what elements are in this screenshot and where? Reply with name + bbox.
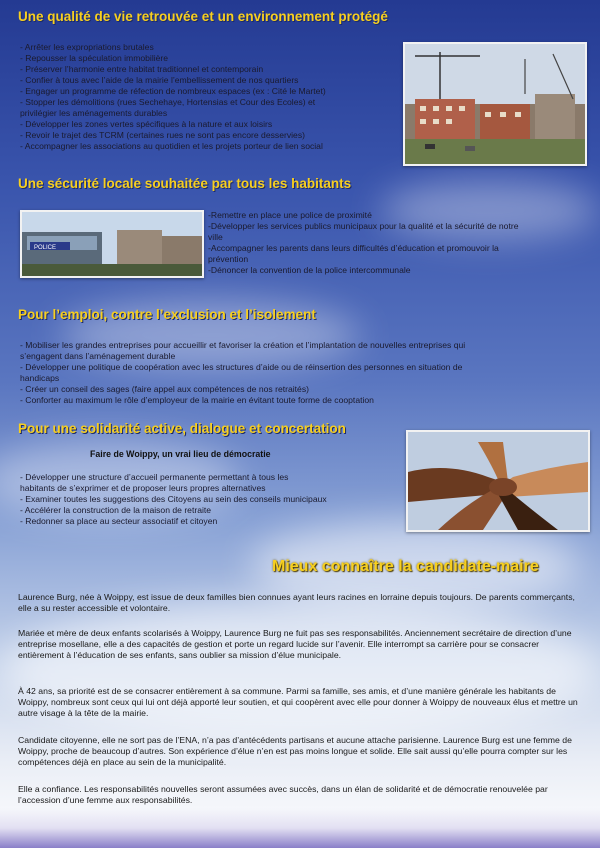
list-item: - Développer une politique de coopération avec les structures d’aide ou de réinsertion des personnes en situation de (20, 362, 463, 372)
police-image (22, 212, 202, 276)
section-title-security: Une sécurité locale souhaitée par tous les habitants (18, 176, 352, 191)
list-item: - Arrêter les expropriations brutales (20, 42, 154, 52)
list-item: -Remettre en place une police de proximité (208, 210, 372, 220)
list-item: - Conforter au maximum le rôle d’employeur de la mairie en évitant toute forme de cooptation (20, 395, 374, 405)
joined-hands-photo (406, 430, 590, 532)
construction-image (405, 44, 585, 164)
list-item: - Accélérer la construction de la maison de retraite (20, 505, 212, 515)
bio-paragraph: Mariée et mère de deux enfants scolarisés à Woippy, Laurence Burg ne fuit pas ses responsabilités. Anciennement secrétaire de direction d’une entreprise mosellane, elle a des capacités de gestion et porte un regard lucide sur l’avenir. Elle interrompt sa carrière pour se consacrer entièrement à l’éducation de ses enfants, sans oublier sa mission d’élue municipale. (18, 628, 572, 661)
bio-paragraph: Elle a confiance. Les responsabilités nouvelles seront assumées avec succès, dans un élan de solidarité et de démocratie renouvelée par l’accession d’une femme aux responsabilités. (18, 784, 548, 806)
list-item: - Redonner sa place au secteur associatif et citoyen (20, 516, 218, 526)
bio-paragraph: À 42 ans, sa priorité est de se consacrer entièrement à sa commune. Parmi sa famille, ses amis, et d’une manière générale les habitants de Woippy, nombreux sont ceux qui lui ont déjà apporté leur soutien, et qui coopèrent avec elle pour donner à Woippy de nouveaux élus et mettre un autre visage à la tête de la mairie. (18, 686, 578, 719)
list-item: prévention (208, 254, 249, 264)
list-item: -Développer les services publics municipaux pour la qualité et la sécurité de notre (208, 221, 519, 231)
list-item: habitants de s’exprimer et de proposer leurs propres alternatives (20, 483, 266, 493)
section-title-solidarity: Pour une solidarité active, dialogue et concertation (18, 421, 346, 436)
footer-band (0, 808, 600, 848)
list-item: ville (208, 232, 223, 242)
list-item: - Développer une structure d’accueil permanente permettant à tous les (20, 472, 289, 482)
list-item: - Repousser la spéculation immobilière (20, 53, 169, 63)
section-title-environment: Une qualité de vie retrouvée et un environnement protégé (18, 9, 388, 24)
list-item: privilégier les aménagements durables (20, 108, 168, 118)
environment-list (20, 42, 400, 152)
list-item: - Préserver l’harmonie entre habitat traditionnel et contemporain (20, 64, 264, 74)
list-item: - Stopper les démolitions (rues Sechehaye, Hortensias et Cour des Ecoles) et (20, 97, 316, 107)
police-sign: POLICE (34, 245, 57, 251)
list-item: - Créer un conseil des sages (faire appel aux compétences de nos retraités) (20, 384, 309, 394)
list-item: - Confier à tous avec l’aide de la mairie l’embellissement de nos quartiers (20, 75, 299, 85)
list-item: -Accompagner les parents dans leurs difficultés d’éducation et promouvoir la (208, 243, 499, 253)
list-item: - Mobiliser les grandes entreprises pour accueillir et favoriser la création et l’implantation de nouvelles entreprises qui (20, 340, 466, 350)
solidarity-list (20, 472, 390, 527)
construction-photo (403, 42, 587, 166)
security-list (208, 210, 580, 276)
list-item: -Dénoncer la convention de la police intercommunale (208, 265, 411, 275)
bio-paragraph: Laurence Burg, née à Woippy, est issue de deux familles bien connues ayant leurs racines en lorraine depuis toujours. De parents commerçants, elle a su rester accessible et volontaire. (18, 592, 575, 614)
hands-image (408, 432, 588, 530)
list-item: - Engager un programme de réfection de nombreux espaces (ex : Cité le Martet) (20, 86, 326, 96)
employment-list (20, 340, 586, 406)
bio-paragraph: Candidate citoyenne, elle ne sort pas de l’ENA, n’a pas d’antécédents partisans et aucune attache parisienne. Laurence Burg est une femme de Woippy, proche de beaucoup d’autres. Son expérience d’élue n’en est pas moins longue et solide. Elle sait aussi qu’elle pourra compter sur les compétences déjà en place au sein de la municipalité. (18, 735, 572, 768)
list-item: - Développer les zones vertes spécifiques à la nature et aux loisirs (20, 119, 273, 129)
section-title-employment: Pour l’emploi, contre l’exclusion et l’isolement (18, 307, 316, 322)
list-item: - Accompagner les associations au quotidien et les projets porteur de lien social (20, 141, 323, 151)
bio-title: Mieux connaître la candidate-maire (272, 558, 539, 575)
list-item: - Examiner toutes les suggestions des Citoyens au sein des conseils municipaux (20, 494, 327, 504)
list-item: handicaps (20, 373, 60, 383)
section-subtitle: Faire de Woippy, un vrai lieu de démocratie (90, 449, 271, 459)
police-station-photo (20, 210, 204, 278)
list-item: - Revoir le trajet des TCRM (certaines rues ne sont pas encore desservies) (20, 130, 305, 140)
list-item: s’engagent dans l’aménagement durable (20, 351, 176, 361)
